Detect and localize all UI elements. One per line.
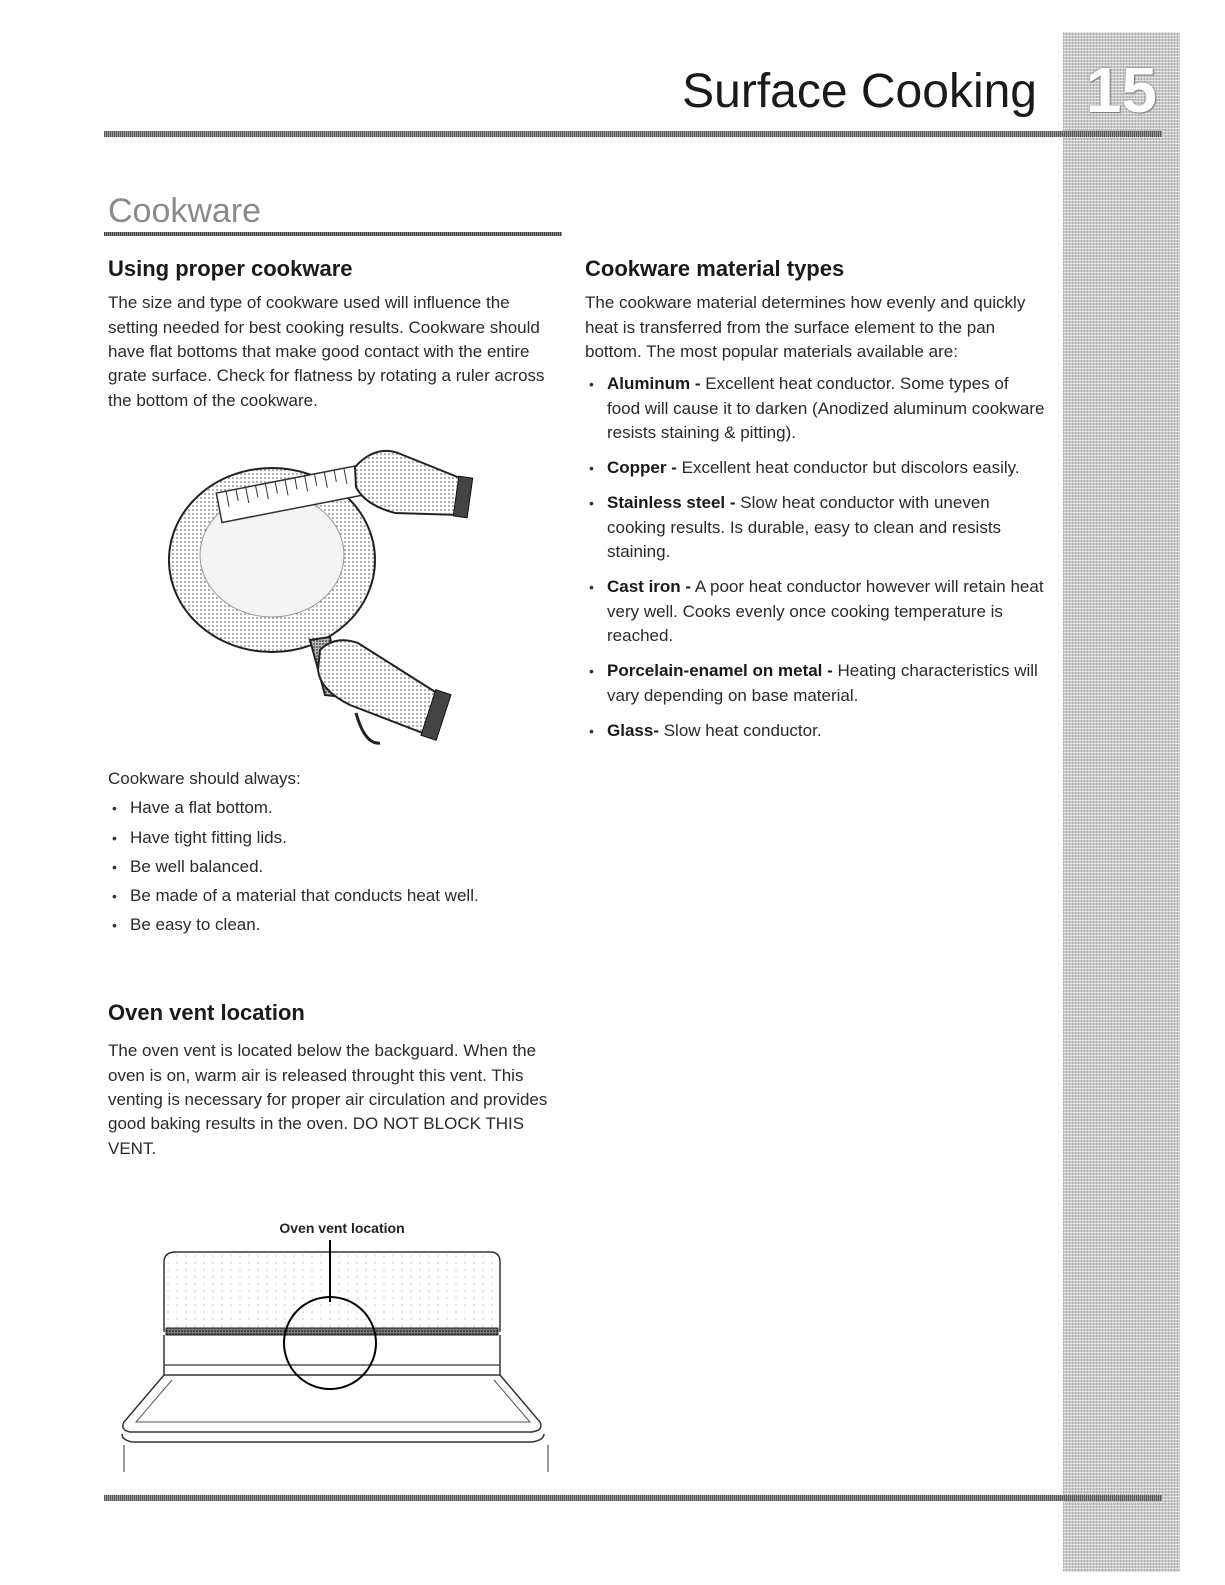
material-desc: A poor heat conductor however will retain heat very well. Cooks evenly once cooking temperature is reached. [607, 577, 1044, 645]
list-item [585, 372, 1045, 445]
list-item [585, 575, 1045, 648]
oven-vent-block [108, 1000, 563, 1161]
proper-cookware-heading: Using proper cookware [108, 256, 353, 281]
list-item [585, 491, 1045, 564]
cookware-should-list [108, 796, 563, 937]
cookware-should-intro: Cookware should always: [108, 769, 301, 788]
material-types-block [585, 256, 1045, 754]
list-item [585, 719, 1045, 743]
page-number: 15 [1085, 54, 1158, 126]
material-name: Glass- [607, 720, 659, 740]
material-name: Porcelain-enamel on metal - [607, 661, 833, 681]
material-desc: Slow heat conductor. [663, 720, 822, 740]
material-types-list [585, 372, 1045, 743]
list-item: • Have a flat bottom. [108, 796, 563, 820]
list-item [585, 456, 1045, 480]
material-desc: Excellent heat conductor but discolors easily. [681, 458, 1020, 478]
section-title: Cookware [108, 192, 262, 230]
list-item [585, 659, 1045, 708]
cookware-should-block [108, 767, 563, 943]
oven-vent-figure-label: Oven vent location [279, 1220, 405, 1236]
material-types-heading: Cookware material types [585, 256, 845, 281]
list-item: • Be well balanced. [108, 855, 563, 879]
material-types-intro: The cookware material determines how evenly and quickly heat is transferred from the surface element to the pan bottom. The most popular materials available are: [585, 293, 1026, 361]
page-header-title: Surface Cooking [682, 65, 1037, 118]
material-desc: Excellent heat conductor. Some types of food will cause it to darken (Anodized aluminum cookware resists staining & pitting). [607, 374, 1045, 442]
material-desc: Heating characteristics will vary depending on base material. [607, 661, 1038, 705]
header-rule [104, 131, 1162, 137]
material-name: Copper - [607, 458, 677, 478]
side-tab-strip [1063, 32, 1180, 1572]
proper-cookware-block [108, 256, 563, 413]
list-item: • Have tight fitting lids. [108, 826, 563, 850]
material-desc: Slow heat conductor with uneven cooking results. Is durable, easy to clean and resists staining. [607, 493, 1002, 562]
oven-vent-illustration [112, 1240, 562, 1475]
list-item: • Be made of a material that conducts heat well. [108, 884, 563, 908]
material-name: Cast iron - [607, 577, 692, 597]
material-name: Aluminum - [607, 374, 701, 394]
oven-vent-body: The oven vent is located below the backguard. When the oven is on, warm air is released throught this vent. This venting is necessary for proper air circulation and provides good baking results in the oven. DO NOT BLOCK THIS VENT. [108, 1041, 548, 1158]
proper-cookware-body: The size and type of cookware used will influence the setting needed for best cooking results. Cookware should have flat bottoms that make good contact with the entire grate surface. Check for flatness by rotating a ruler across the bottom of the cookware. [108, 293, 545, 410]
footer-rule [104, 1495, 1162, 1501]
material-name: Stainless steel - [607, 493, 736, 513]
section-rule [104, 232, 562, 236]
oven-vent-heading: Oven vent location [108, 1000, 305, 1025]
list-item: • Be easy to clean. [108, 913, 563, 937]
pan-ruler-illustration [160, 445, 480, 755]
